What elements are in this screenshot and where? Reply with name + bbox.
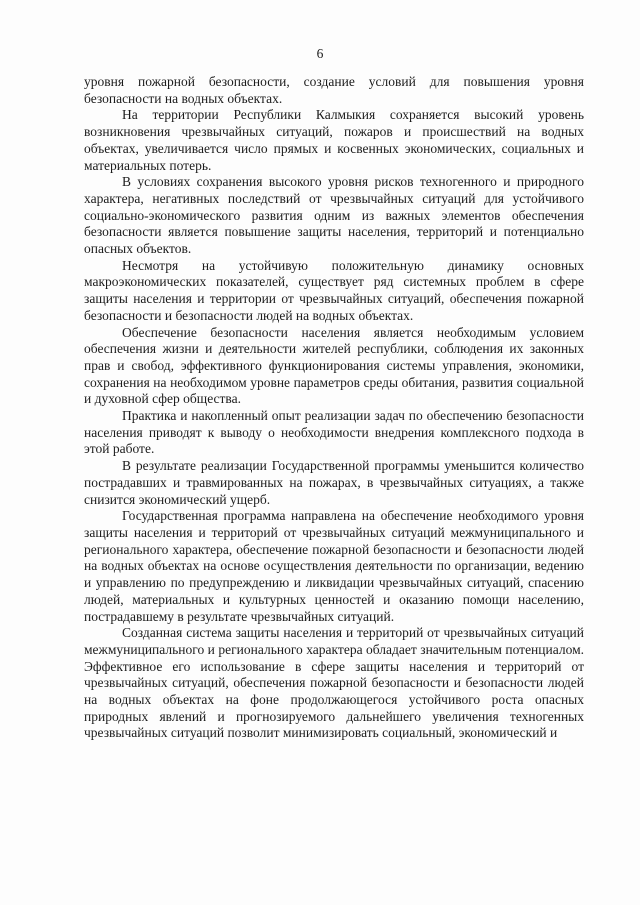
document-body [84, 74, 584, 742]
paragraph-continuation: уровня пожарной безопасности, создание условий для повышения уровня безопасности на водных объектах. [84, 74, 584, 106]
paragraph: Несмотря на устойчивую положительную динамику основных макроэкономических показателей, существует ряд системных проблем в сфере защиты населения и территории от чрезвычайных ситуаций, обеспечения пожарной безопасности и безопасности людей на водных объектах. [84, 257, 584, 323]
paragraph: Государственная программа направлена на обеспечение необходимого уровня защиты населения и территорий от чрезвычайных ситуаций межмуниципального и регионального характера, обеспечение пожарной безопасности и безопасности людей на водных объектах на основе осуществления деятельности по организации, ведению и управлению по предупреждению и ликвидации чрезвычайных ситуаций, спасению людей, материальных и культурных ценностей и оказанию помощи населению, пострадавшему в результате чрезвычайных ситуаций. [84, 508, 584, 624]
paragraph: Созданная система защиты населения и территорий от чрезвычайных ситуаций межмуниципального и регионального характера обладает значительным потенциалом. Эффективное его использование в сфере защиты населения и территорий от чрезвычайных ситуаций, обеспечения пожарной безопасности и безопасности людей на водных объектах на фоне продолжающегося устойчивого роста опасных природных явлений и прогнозируемого дальнейшего увеличения техногенных чрезвычайных ситуаций позволит минимизировать социальный, экономический и [84, 625, 584, 741]
paragraph: Практика и накопленный опыт реализации задач по обеспечению безопасности населения приводят к выводу о необходимости внедрения комплексного подхода в этой работе. [84, 408, 584, 457]
paragraph: В результате реализации Государственной программы уменьшится количество пострадавших и травмированных на пожарах, в чрезвычайных ситуациях, а также снизится экономический ущерб. [84, 458, 584, 507]
paragraph: Обеспечение безопасности населения является необходимым условием обеспечения жизни и деятельности жителей республики, соблюдения их законных прав и свобод, эффективного функционирования системы управления, экономики, сохранения на необходимом уровне параметров среды обитания, развития социальной и духовной сфер общества. [84, 324, 584, 407]
paragraph: На территории Республики Калмыкия сохраняется высокий уровень возникновения чрезвычайных ситуаций, пожаров и происшествий на водных объектах, увеличивается число прямых и косвенных экономических, социальных и материальных потерь. [84, 107, 584, 173]
paragraph: В условиях сохранения высокого уровня рисков техногенного и природного характера, негативных последствий от чрезвычайных ситуаций для устойчивого социально-экономического развития одним из важных элементов обеспечения безопасности является повышение защиты населения, территорий и потенциально опасных объектов. [84, 174, 584, 257]
page-number: 6 [316, 46, 324, 61]
